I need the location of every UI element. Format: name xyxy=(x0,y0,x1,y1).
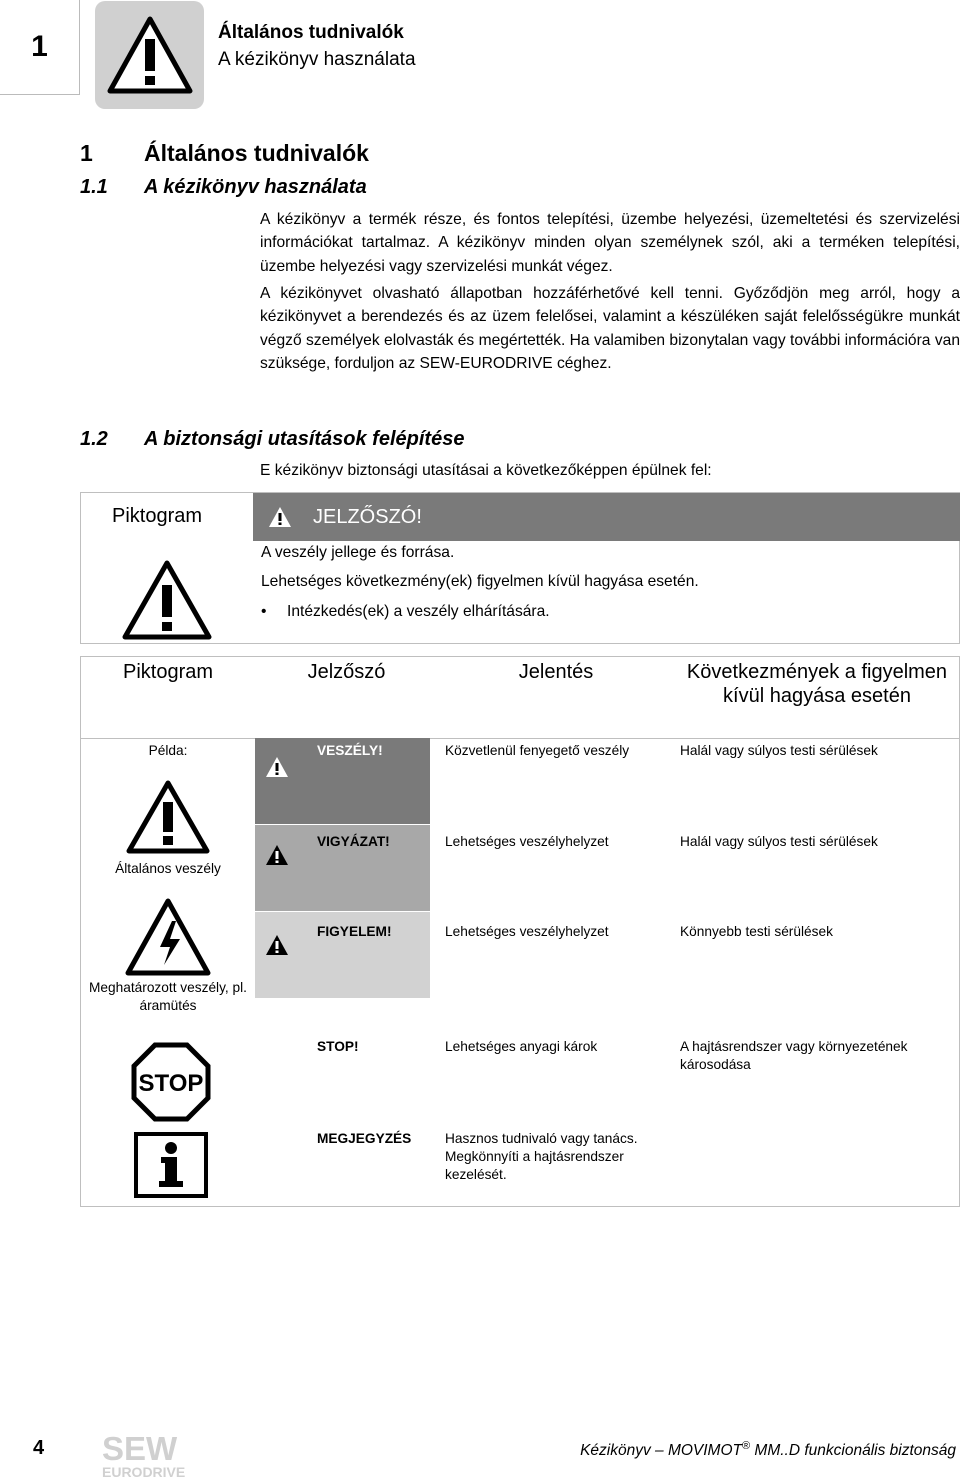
row-3-meaning: Lehetséges veszélyhelyzet xyxy=(445,924,609,939)
danger-small-icon xyxy=(264,755,290,779)
footer-doc-post: MM..D funkcionális biztonság xyxy=(750,1442,956,1460)
footer-registered-mark: ® xyxy=(742,1440,751,1452)
row-4-meaning: Lehetséges anyagi károk xyxy=(445,1039,598,1054)
table-header-signal-word: Jelzőszó xyxy=(307,661,386,683)
signal-word-bar xyxy=(253,493,960,541)
section-1-title: Általános tudnivalók xyxy=(144,140,369,166)
measure-line xyxy=(261,603,550,621)
section-1-number: 1 xyxy=(80,140,93,166)
warning-small-icon xyxy=(264,843,290,867)
section-1-2-number: 1.2 xyxy=(80,428,108,450)
table-header-pictogram: Piktogram xyxy=(122,661,214,683)
header-subtitle: A kézikönyv használata xyxy=(218,49,416,70)
svg-text:EURODRIVE: EURODRIVE xyxy=(102,1464,186,1479)
row-1-meaning: Közvetlenül fenyegető veszély xyxy=(445,743,630,758)
row-2-signal-word: VIGYÁZAT! xyxy=(317,834,390,849)
bullet: • xyxy=(261,603,267,620)
measure-text: Intézkedés(ek) a veszély elhárítására. xyxy=(287,603,550,620)
sew-eurodrive-logo xyxy=(100,1430,210,1479)
row-3-consequence: Könnyebb testi sérülések xyxy=(680,924,833,939)
section-1-heading xyxy=(80,140,369,167)
row-3-signal-word: FIGYELEM! xyxy=(317,924,392,939)
general-danger-icon xyxy=(125,779,211,855)
table-header-consequence: Következmények a figyelmen kívül hagyása esetén xyxy=(686,661,948,707)
consequence-line: Lehetséges következmény(ek) figyelmen kívül hagyása esetén. xyxy=(261,573,699,590)
row-2-meaning: Lehetséges veszélyhelyzet xyxy=(445,834,609,849)
section-1-1-paragraph-1: A kézikönyv a termék része, és fontos telepítési, üzembe helyezési, üzemeltetési és szervizelési információkat tartalmaz. A kézikönyv minden olyan személynek szól, aki a terméken telepítési, üzembe helyezési vagy szervizelési munkát végez. xyxy=(260,211,960,275)
row-4-signal-word: STOP! xyxy=(317,1039,359,1054)
section-1-2-heading xyxy=(80,428,464,451)
section-1-2-intro: E kézikönyv biztonsági utasításai a következőképpen épülnek fel: xyxy=(260,462,712,479)
stop-sign-icon xyxy=(131,1042,211,1122)
svg-text:SEW: SEW xyxy=(102,1430,178,1467)
row-4-consequence: A hajtásrendszer vagy környezetének károsodása xyxy=(680,1039,908,1072)
general-danger-label: Általános veszély xyxy=(115,861,221,876)
chapter-number: 1 xyxy=(0,0,80,95)
warning-triangle-icon xyxy=(121,559,213,646)
signal-word-table xyxy=(80,656,960,1207)
section-1-1-number: 1.1 xyxy=(80,176,108,198)
row-1-signal-word: VESZÉLY! xyxy=(317,743,383,758)
caution-small-icon xyxy=(264,933,290,957)
section-1-1-heading xyxy=(80,176,367,199)
page-number: 4 xyxy=(33,1437,45,1459)
header-title: Általános tudnivalók xyxy=(218,22,404,43)
hazard-nature-line: A veszély jellege és forrása. xyxy=(261,544,455,561)
section-1-1-paragraph-2: A kézikönyvet olvasható állapotban hozzáférhetővé kell tenni. Győződjön meg arról, hogy a kézikönyvet a berendezés és az üzem felelősei, valamint a készüléken saját felelősségükre munkát végző személyek elolvasták és megértették. Ha valamiben bizonytalan vagy további információra van szüksége, forduljon az SEW-EURODRIVE céghez. xyxy=(260,285,960,372)
specific-danger-label: Meghatározott veszély, pl. áramütés xyxy=(89,980,247,1013)
table-header-meaning: Jelentés xyxy=(518,661,594,683)
table-header-divider xyxy=(81,738,959,739)
section-1-1-title: A kézikönyv használata xyxy=(144,176,367,198)
electric-shock-icon xyxy=(124,897,212,977)
footer-document-title xyxy=(580,1440,956,1460)
example-label: Példa: xyxy=(148,743,188,758)
header-warning-icon xyxy=(95,1,204,109)
row-1-consequence: Halál vagy súlyos testi sérülések xyxy=(680,743,878,758)
section-1-2-title: A biztonsági utasítások felépítése xyxy=(144,428,465,450)
small-warning-icon xyxy=(267,505,293,529)
row-5-signal-word: MEGJEGYZÉS xyxy=(317,1131,412,1146)
row-5-meaning: Hasznos tudnivaló vagy tanács. Megkönnyíti a hajtásrendszer kezelését. xyxy=(445,1131,638,1182)
signal-word: JELZŐSZÓ! xyxy=(313,505,422,528)
footer-doc-pre: Kézikönyv – MOVIMOT xyxy=(580,1442,742,1460)
signal-word-structure-box xyxy=(80,492,960,644)
pictogram-label: Piktogram xyxy=(112,505,203,527)
row-2-consequence: Halál vagy súlyos testi sérülések xyxy=(680,834,878,849)
info-icon xyxy=(133,1131,209,1199)
stop-sign-text: STOP xyxy=(138,1070,204,1097)
